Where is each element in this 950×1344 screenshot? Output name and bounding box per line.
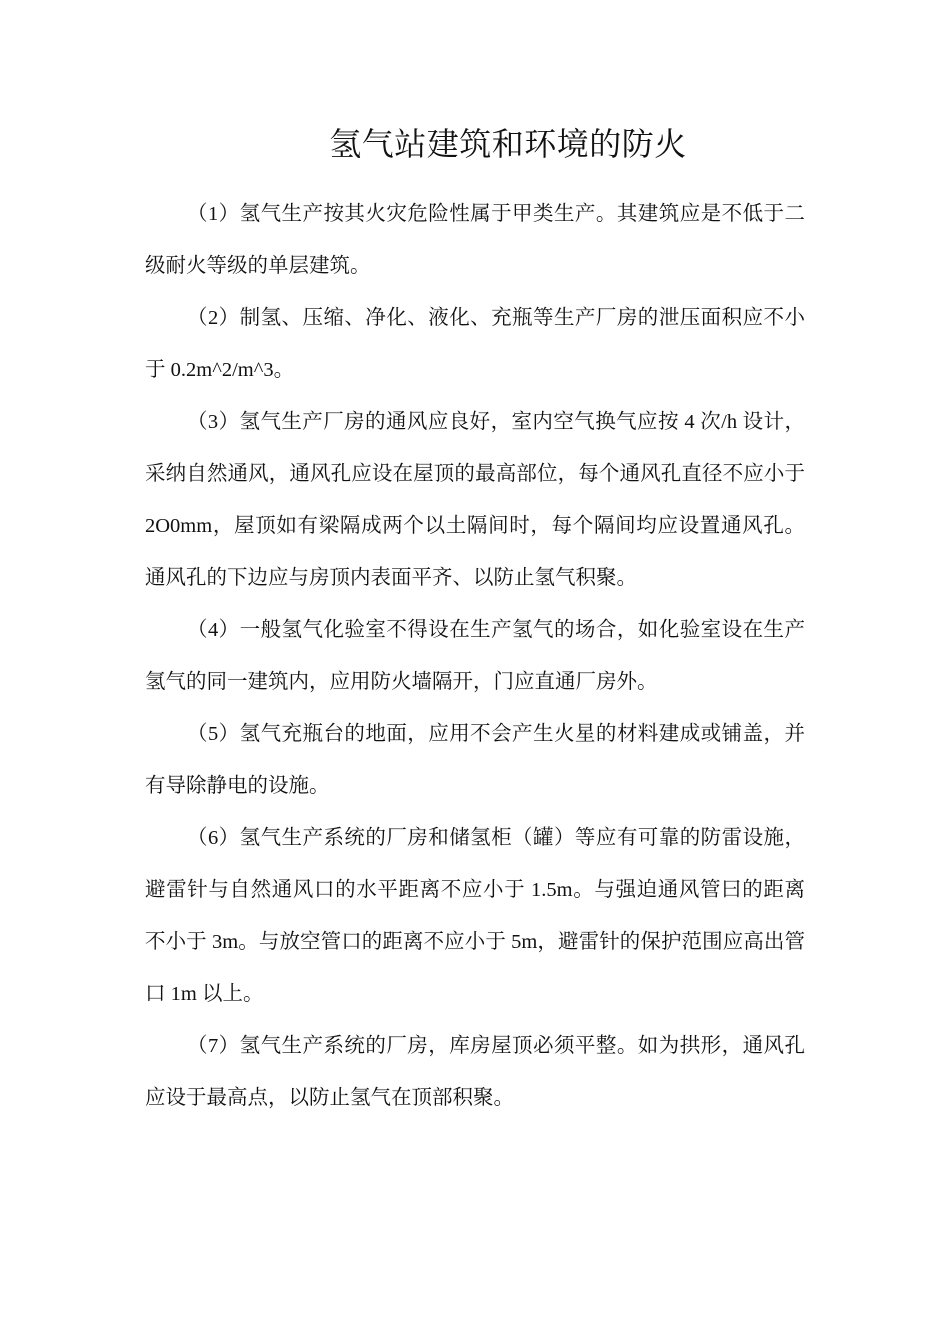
paragraph-1: （1）氢气生产按其火灾危险性属于甲类生产。其建筑应是不低于二级耐火等级的单层建筑。 (145, 203, 805, 277)
document-title: 氢气站建筑和环境的防火 (329, 126, 687, 162)
document-body (145, 188, 805, 1124)
paragraph-3: （3）氢气生产厂房的通风应良好，室内空气换气应按 4 次/h 设计，采纳自然通风，通风孔应设在屋顶的最高部位，每个通风孔直径不应小于 2O0mm，屋顶如有梁隔成两个以土隔间时，每个隔间均应设置通风孔。通风孔的下边应与房顶内表面平齐、以防止氢气积聚。 (145, 411, 805, 589)
paragraph-7: （7）氢气生产系统的厂房，库房屋顶必须平整。如为拱形，通风孔应设于最高点，以防止氢气在顶部积聚。 (145, 1035, 805, 1109)
paragraph-6: （6）氢气生产系统的厂房和储氢柜（罐）等应有可靠的防雷设施，避雷针与自然通风口的水平距离不应小于 1.5m。与强迫通风管曰的距离不小于 3m。与放空管口的距离不应小于 5m，避雷针的保护范围应高出管口 1m 以上。 (145, 827, 805, 1005)
paragraph-2: （2）制氢、压缩、净化、液化、充瓶等生产厂房的泄压面积应不小于 0.2m^2/m^3。 (145, 307, 805, 381)
paragraph-5: （5）氢气充瓶台的地面，应用不会产生火星的材料建成或铺盖，并有导除静电的设施。 (145, 723, 805, 797)
paragraph-4: （4）一般氢气化验室不得设在生产氢气的场合，如化验室设在生产氢气的同一建筑内，应用防火墙隔开，门应直通厂房外。 (145, 619, 805, 693)
